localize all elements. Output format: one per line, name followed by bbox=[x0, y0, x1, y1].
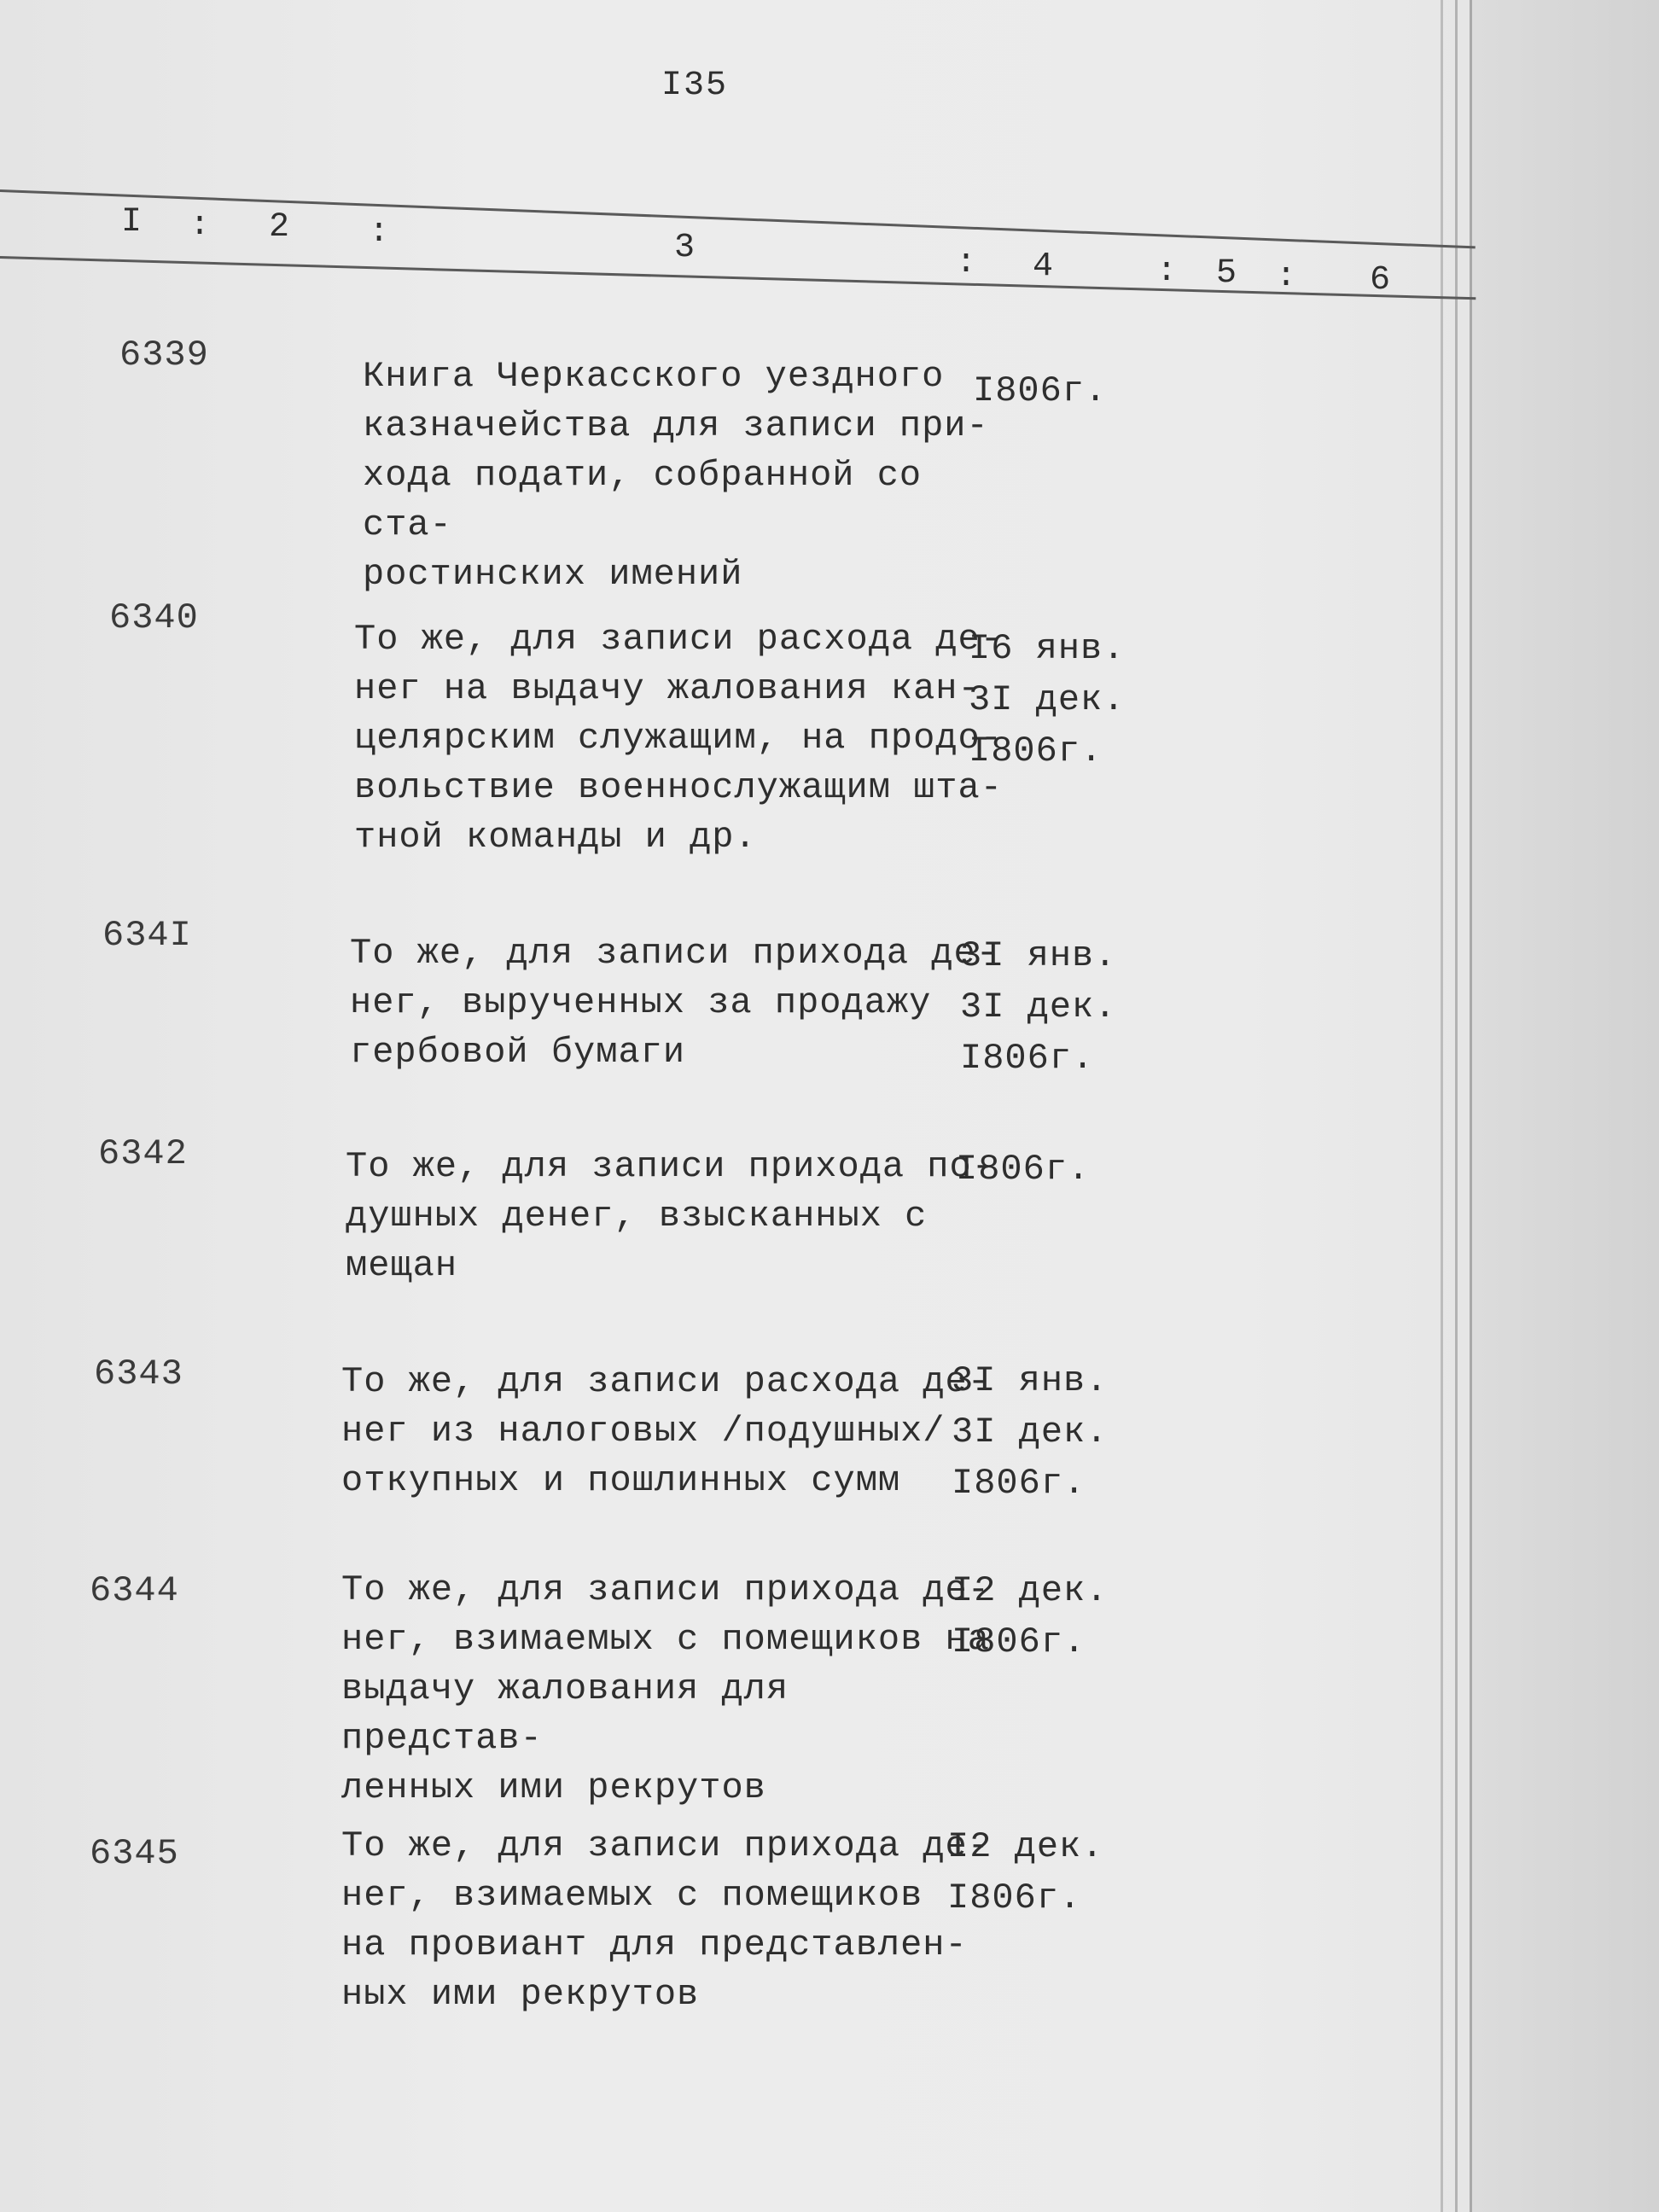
column-header-4: 4 bbox=[1033, 247, 1054, 286]
entry-number: 6339 bbox=[119, 335, 209, 375]
entry-number: 6344 bbox=[90, 1570, 179, 1611]
page-edge bbox=[1455, 0, 1458, 2212]
page-edge bbox=[1441, 0, 1443, 2212]
header-rule-bottom bbox=[0, 256, 1476, 300]
column-header-3: 3 bbox=[674, 229, 696, 267]
entry-number: 634I bbox=[102, 915, 192, 956]
header-rule-top bbox=[0, 189, 1476, 248]
entry-number: 6340 bbox=[109, 597, 199, 638]
page-number: I35 bbox=[661, 67, 729, 105]
entry-title: Книга Черкасского уездного казначейства для записи при- хода подати, собранной со ста- ростинских имений bbox=[363, 356, 989, 595]
column-header-separator: : bbox=[1276, 258, 1297, 296]
entry-title: То же, для записи прихода де- нег, взимаемых с помещиков на выдачу жалования для представ- ленных ими рекрутов bbox=[341, 1569, 990, 1808]
page-stack-edge bbox=[1472, 0, 1659, 2212]
column-header-6: 6 bbox=[1370, 261, 1391, 300]
entry-date: I806г. bbox=[973, 370, 1108, 411]
column-header-5: 5 bbox=[1216, 254, 1237, 293]
entry-date: I806г. bbox=[956, 1149, 1091, 1190]
entry-title: То же, для записи прихода де- нег, вырученных за продажу гербовой бумаги bbox=[350, 933, 998, 1073]
entry-date: I2 дек. I806г. bbox=[947, 1826, 1104, 1918]
entry-date: 3I янв. 3I дек. I806г. bbox=[960, 935, 1117, 1079]
column-header-separator: : bbox=[189, 207, 211, 245]
column-header-separator: : bbox=[369, 213, 390, 252]
page-edge bbox=[1470, 0, 1472, 2212]
entry-title: То же, для записи расхода де- нег на выдачу жалования кан- целярским служащим, на продо- вольствие военнослужащим шта- тной команды и др. bbox=[354, 619, 1003, 858]
entry-title: То же, для записи прихода по- душных денег, взысканных с мещан bbox=[346, 1146, 994, 1286]
column-header-separator: : bbox=[1156, 253, 1178, 291]
entry-date: I2 дек. I806г. bbox=[952, 1570, 1109, 1662]
entry-title: То же, для записи расхода де- нег из налоговых /подушных/ откупных и пошлинных сумм bbox=[341, 1361, 990, 1501]
entry-date: I6 янв. 3I дек. I806г. bbox=[969, 628, 1126, 771]
column-header-separator: : bbox=[956, 244, 977, 282]
entry-number: 6343 bbox=[94, 1353, 183, 1394]
entry-title: То же, для записи прихода де- нег, взимаемых с помещиков на провиант для представлен- ных ими рекрутов bbox=[341, 1825, 990, 2015]
column-header-2: 2 bbox=[269, 208, 290, 247]
entry-date: 3I янв. 3I дек. I806г. bbox=[952, 1360, 1109, 1504]
entry-number: 6342 bbox=[98, 1133, 188, 1174]
entry-number: 6345 bbox=[90, 1833, 179, 1874]
column-header-1: I bbox=[121, 203, 143, 242]
